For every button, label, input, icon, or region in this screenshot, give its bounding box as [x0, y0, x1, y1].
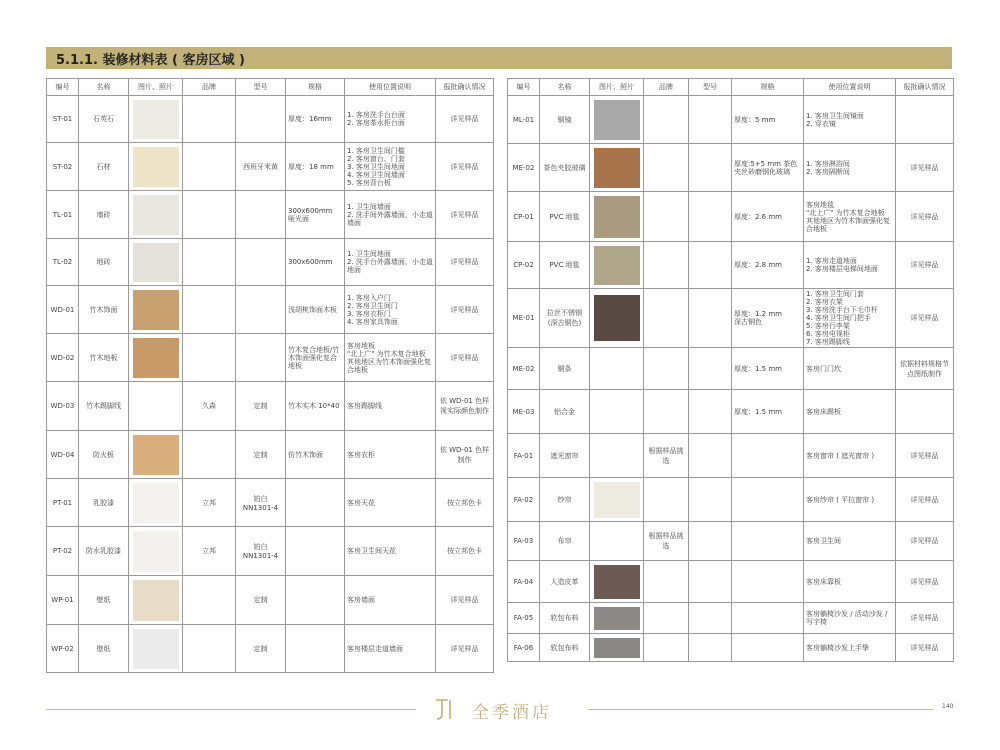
- cell-model: 定制: [236, 576, 286, 625]
- cell-code: FA-06: [508, 634, 540, 662]
- cell-brand: [183, 576, 236, 625]
- material-image: [590, 603, 644, 634]
- materials-table-left: [46, 78, 494, 673]
- material-image: [590, 434, 644, 478]
- cell-usage: 客房窗帘 ( 遮光窗帘 ): [804, 434, 896, 478]
- header-model: 型号: [236, 79, 286, 96]
- material-image: [590, 289, 644, 348]
- material-swatch: [133, 531, 179, 572]
- cell-model: [689, 192, 732, 242]
- table-row: [508, 561, 954, 603]
- header-code: 编号: [47, 79, 79, 96]
- cell-spec: 厚度：1.5 mm: [732, 390, 804, 434]
- material-image: [129, 576, 183, 625]
- cell-model: [689, 603, 732, 634]
- cell-model: [689, 634, 732, 662]
- cell-name: 软包布料: [540, 603, 590, 634]
- cell-code: PT-01: [47, 479, 79, 527]
- cell-usage: 客房楼层走道墙面: [345, 625, 436, 673]
- cell-status: [896, 390, 954, 434]
- cell-usage: 1. 客房走道地面 2. 客房楼层电梯间地面: [804, 242, 896, 289]
- material-image: [129, 479, 183, 527]
- brand-logo: [430, 695, 578, 723]
- header-name: 名称: [540, 79, 590, 96]
- table-row: [47, 96, 494, 143]
- material-swatch: [594, 246, 640, 285]
- cell-status: 详见样品: [896, 634, 954, 662]
- cell-model: [689, 390, 732, 434]
- cell-code: WD-02: [47, 334, 79, 382]
- cell-name: 布帘: [540, 522, 590, 561]
- material-swatch: [133, 147, 179, 187]
- cell-usage: 客房纱帘 ( 平拉窗帘 ): [804, 478, 896, 522]
- header-usage: 使用位置说明: [804, 79, 896, 96]
- table-row: [47, 382, 494, 431]
- table-row: [47, 286, 494, 334]
- cell-status: 详见样品: [436, 334, 494, 382]
- material-swatch: [594, 148, 640, 188]
- cell-brand: [183, 239, 236, 286]
- cell-name: 铝合金: [540, 390, 590, 434]
- cell-code: WP-01: [47, 576, 79, 625]
- material-swatch: [133, 435, 179, 475]
- table-row: [47, 191, 494, 239]
- cell-brand: [644, 96, 689, 144]
- footer-divider-right: [588, 709, 933, 710]
- material-image: [590, 242, 644, 289]
- header-spec: 规格: [732, 79, 804, 96]
- cell-code: FA-04: [508, 561, 540, 603]
- cell-usage: 1. 卫生间地面 2. 洗手台外露墙面，小走道地面: [345, 239, 436, 286]
- material-image: [129, 239, 183, 286]
- cell-code: WD-01: [47, 286, 79, 334]
- cell-usage: 客房卫生间: [804, 522, 896, 561]
- cell-model: [689, 96, 732, 144]
- cell-spec: 厚度：1.2 mm 深古铜色: [732, 289, 804, 348]
- cell-name: 石英石: [79, 96, 129, 143]
- cell-code: ME-01: [508, 289, 540, 348]
- cell-brand: [644, 192, 689, 242]
- cell-code: ME-02: [508, 348, 540, 390]
- cell-status: 详见样品: [896, 289, 954, 348]
- material-image: [129, 527, 183, 576]
- cell-status: 详见样品: [436, 143, 494, 191]
- header-image: 图片、照片: [129, 79, 183, 96]
- cell-code: CP-02: [508, 242, 540, 289]
- cell-brand: 根据样品挑选: [644, 522, 689, 561]
- cell-spec: [286, 479, 345, 527]
- material-swatch: [594, 482, 640, 518]
- cell-status: 详见样品: [436, 286, 494, 334]
- cell-usage: 客房踢脚线: [345, 382, 436, 431]
- table-row: [47, 479, 494, 527]
- cell-code: FA-03: [508, 522, 540, 561]
- header-name: 名称: [79, 79, 129, 96]
- cell-name: 拉丝不锈钢 (深古铜色): [540, 289, 590, 348]
- cell-spec: 300x600mm: [286, 239, 345, 286]
- cell-brand: [183, 625, 236, 673]
- material-image: [129, 334, 183, 382]
- cell-usage: 1. 客房卫生间门槛 2. 客房窗台、门套 3. 客房卫生间地面 4. 客房卫生间墙面 5. 客房背台板: [345, 143, 436, 191]
- header-row: [47, 79, 494, 96]
- cell-model: 铂白 NN1301-4: [236, 527, 286, 576]
- cell-spec: 厚度：5 mm: [732, 96, 804, 144]
- footer-divider-left: [46, 709, 416, 710]
- cell-status: 详见样品: [896, 478, 954, 522]
- header-status: 报批确认情况: [436, 79, 494, 96]
- cell-brand: [183, 286, 236, 334]
- cell-spec: [286, 576, 345, 625]
- brand-name: 全季酒店: [472, 703, 552, 723]
- cell-status: 详见样品: [436, 625, 494, 673]
- material-image: [129, 286, 183, 334]
- material-image: [590, 522, 644, 561]
- material-image: [129, 191, 183, 239]
- cell-brand: [644, 289, 689, 348]
- table-row: [47, 576, 494, 625]
- cell-code: TL-02: [47, 239, 79, 286]
- cell-status: 详见样品: [896, 522, 954, 561]
- material-image: [590, 390, 644, 434]
- cell-usage: 客房躺椅沙发上手挚: [804, 634, 896, 662]
- cell-model: [689, 478, 732, 522]
- cell-spec: [732, 561, 804, 603]
- cell-spec: 竹木复合地板/竹木饰面强化复合地板: [286, 334, 345, 382]
- cell-name: 茶色夹胶玻璃: [540, 144, 590, 192]
- cell-code: ML-01: [508, 96, 540, 144]
- table-row: [508, 390, 954, 434]
- material-image: [129, 431, 183, 479]
- header-code: 编号: [508, 79, 540, 96]
- cell-name: 乳胶漆: [79, 479, 129, 527]
- material-swatch: [594, 100, 640, 140]
- table-row: [47, 625, 494, 673]
- logo-mark-icon: [430, 695, 458, 723]
- cell-model: [689, 144, 732, 192]
- cell-code: CP-01: [508, 192, 540, 242]
- cell-code: ST-01: [47, 96, 79, 143]
- header-brand: 品牌: [183, 79, 236, 96]
- table-row: [47, 239, 494, 286]
- table-row: [47, 334, 494, 382]
- header-row: [508, 79, 954, 96]
- cell-spec: 竹木实木 10*40: [286, 382, 345, 431]
- cell-status: 详见样品: [896, 561, 954, 603]
- table-row: [508, 289, 954, 348]
- material-swatch: [594, 196, 640, 238]
- cell-name: 石材: [79, 143, 129, 191]
- cell-spec: 仿竹木饰面: [286, 431, 345, 479]
- material-swatch: [594, 607, 640, 630]
- header-status: 报批确认情况: [896, 79, 954, 96]
- table-row: [508, 96, 954, 144]
- cell-model: [689, 242, 732, 289]
- cell-code: ME-03: [508, 390, 540, 434]
- cell-usage: 1. 客房卫生间镜面 2. 穿衣镜: [804, 96, 896, 144]
- cell-model: 定制: [236, 431, 286, 479]
- cell-name: 人造皮革: [540, 561, 590, 603]
- cell-status: 详见样品: [436, 576, 494, 625]
- material-swatch: [133, 629, 179, 669]
- cell-name: 铜条: [540, 348, 590, 390]
- cell-spec: 厚度：16mm: [286, 96, 345, 143]
- cell-code: WD-04: [47, 431, 79, 479]
- section-title: 5.1.1. 装修材料表 ( 客房区域 ): [56, 53, 245, 68]
- cell-usage: 1. 卫生间墙面 2. 洗手间外露墙面，小走道墙面: [345, 191, 436, 239]
- material-swatch: [133, 338, 179, 378]
- cell-status: 详见样品: [436, 96, 494, 143]
- table-row: [47, 527, 494, 576]
- page-number: 140: [942, 703, 954, 710]
- cell-brand: [644, 242, 689, 289]
- material-swatch: [133, 100, 179, 139]
- cell-usage: 1. 客房洗手台台面 2. 客房茶水柜台面: [345, 96, 436, 143]
- material-swatch: [133, 580, 179, 621]
- cell-code: ST-02: [47, 143, 79, 191]
- cell-usage: 客房躺椅沙发 / 活动沙发 / 写字椅: [804, 603, 896, 634]
- cell-usage: 客房墙面: [345, 576, 436, 625]
- table-row: [508, 522, 954, 561]
- cell-name: 软包布料: [540, 634, 590, 662]
- cell-status: 详见样品: [896, 603, 954, 634]
- cell-brand: [183, 431, 236, 479]
- cell-name: 地砖: [79, 239, 129, 286]
- cell-code: PT-02: [47, 527, 79, 576]
- cell-spec: 厚度：2.8 mm: [732, 242, 804, 289]
- material-image: [590, 348, 644, 390]
- cell-status: 按立邦色卡: [436, 479, 494, 527]
- cell-usage: 客房卫生间天花: [345, 527, 436, 576]
- cell-code: TL-01: [47, 191, 79, 239]
- material-image: [129, 143, 183, 191]
- cell-spec: 厚度：18 mm: [286, 143, 345, 191]
- cell-code: FA-02: [508, 478, 540, 522]
- cell-name: 竹木地板: [79, 334, 129, 382]
- cell-brand: [644, 348, 689, 390]
- section-title-bar: [46, 47, 952, 69]
- cell-spec: [732, 634, 804, 662]
- cell-spec: [732, 478, 804, 522]
- cell-name: 防火板: [79, 431, 129, 479]
- header-model: 型号: [689, 79, 732, 96]
- cell-status: 详见样品: [896, 192, 954, 242]
- cell-spec: 厚度:5+5 mm 茶色夹丝砂磨钢化玻璃: [732, 144, 804, 192]
- cell-status: [896, 96, 954, 144]
- cell-spec: [286, 625, 345, 673]
- cell-model: [236, 334, 286, 382]
- table-row: [508, 634, 954, 662]
- table-row: [508, 603, 954, 634]
- cell-brand: 立邦: [183, 527, 236, 576]
- cell-spec: 浅胡桃饰面木板: [286, 286, 345, 334]
- cell-model: [689, 522, 732, 561]
- cell-name: 遮光窗帘: [540, 434, 590, 478]
- cell-brand: [183, 96, 236, 143]
- cell-brand: [183, 334, 236, 382]
- table-row: [508, 242, 954, 289]
- cell-name: 壁纸: [79, 625, 129, 673]
- cell-spec: [732, 522, 804, 561]
- material-image: [129, 382, 183, 431]
- header-usage: 使用位置说明: [345, 79, 436, 96]
- material-swatch: [133, 195, 179, 235]
- cell-name: 竹木饰面: [79, 286, 129, 334]
- cell-model: 西班牙米黄: [236, 143, 286, 191]
- cell-spec: 厚度：2.6 mm: [732, 192, 804, 242]
- cell-spec: [732, 434, 804, 478]
- cell-code: FA-05: [508, 603, 540, 634]
- cell-code: ME-02: [508, 144, 540, 192]
- cell-code: FA-01: [508, 434, 540, 478]
- cell-model: [689, 289, 732, 348]
- header-image: 图片、照片: [590, 79, 644, 96]
- material-swatch: [594, 638, 640, 658]
- cell-brand: [644, 603, 689, 634]
- cell-name: PVC 地毯: [540, 242, 590, 289]
- table-row: [47, 143, 494, 191]
- cell-spec: 300x600mm 哑光面: [286, 191, 345, 239]
- material-image: [129, 96, 183, 143]
- cell-name: 竹木踢脚线: [79, 382, 129, 431]
- cell-status: 详见样品: [436, 239, 494, 286]
- cell-usage: 客房门门坎: [804, 348, 896, 390]
- header-spec: 规格: [286, 79, 345, 96]
- cell-status: 依 WD-01 色样制作: [436, 431, 494, 479]
- cell-name: PVC 地毯: [540, 192, 590, 242]
- cell-model: [236, 286, 286, 334]
- cell-status: 依据材料规格节点图纸制作: [896, 348, 954, 390]
- cell-usage: 客房地板 "北上广" 为竹木复合地板 其他地区为竹木饰面强化复合地板: [345, 334, 436, 382]
- header-brand: 品牌: [644, 79, 689, 96]
- cell-model: [689, 348, 732, 390]
- material-image: [590, 478, 644, 522]
- cell-status: 详见样品: [436, 191, 494, 239]
- cell-brand: 根据样品挑选: [644, 434, 689, 478]
- material-image: [590, 561, 644, 603]
- cell-model: 定制: [236, 382, 286, 431]
- cell-brand: [644, 561, 689, 603]
- material-image: [590, 634, 644, 662]
- cell-brand: [183, 191, 236, 239]
- cell-status: 详见样品: [896, 144, 954, 192]
- cell-model: [236, 96, 286, 143]
- table-row: [508, 434, 954, 478]
- cell-brand: [644, 478, 689, 522]
- cell-usage: 1. 客房入户门 2. 客房卫生间门 3. 客房衣柜门 4. 客房家具饰面: [345, 286, 436, 334]
- cell-usage: 客房床靠板: [804, 561, 896, 603]
- cell-usage: 1. 客房卫生间门套 2. 客房衣架 3. 客房洗手台下毛巾杆 4. 客房卫生间门把手 5. 客房行李架 6. 客房电视柜 7. 客房踢脚线: [804, 289, 896, 348]
- cell-model: [236, 239, 286, 286]
- cell-name: 铜镜: [540, 96, 590, 144]
- material-image: [590, 144, 644, 192]
- cell-usage: 1. 客房淋浴间 2. 客房隔断间: [804, 144, 896, 192]
- table-row: [508, 348, 954, 390]
- materials-table-right: [507, 78, 954, 662]
- cell-name: 墙砖: [79, 191, 129, 239]
- material-swatch: [133, 290, 179, 330]
- cell-spec: [732, 603, 804, 634]
- cell-usage: 客房地毯 "北上广" 为竹木复合地板 其他地区为竹木饰面强化复合地板: [804, 192, 896, 242]
- cell-model: 铂白 NN1301-4: [236, 479, 286, 527]
- cell-status: 详见样品: [896, 242, 954, 289]
- cell-brand: 立邦: [183, 479, 236, 527]
- cell-code: WD-03: [47, 382, 79, 431]
- cell-spec: 厚度：1.5 mm: [732, 348, 804, 390]
- cell-brand: 久森: [183, 382, 236, 431]
- cell-spec: [286, 527, 345, 576]
- cell-name: 壁纸: [79, 576, 129, 625]
- cell-status: 详见样品: [896, 434, 954, 478]
- table-row: [47, 431, 494, 479]
- material-swatch: [133, 483, 179, 523]
- cell-brand: [644, 390, 689, 434]
- material-image: [590, 192, 644, 242]
- cell-model: [236, 191, 286, 239]
- cell-brand: [183, 143, 236, 191]
- table-row: [508, 192, 954, 242]
- cell-model: 定制: [236, 625, 286, 673]
- material-image: [590, 96, 644, 144]
- cell-brand: [644, 144, 689, 192]
- material-swatch: [594, 565, 640, 599]
- cell-usage: 客房衣柜: [345, 431, 436, 479]
- cell-usage: 客房床踢板: [804, 390, 896, 434]
- cell-status: 依 WD-01 色样视实际颜色制作: [436, 382, 494, 431]
- material-swatch: [594, 295, 640, 341]
- cell-name: 纱帘: [540, 478, 590, 522]
- cell-code: WP-02: [47, 625, 79, 673]
- cell-model: [689, 434, 732, 478]
- material-image: [129, 625, 183, 673]
- cell-usage: 客房天花: [345, 479, 436, 527]
- cell-status: 按立邦色卡: [436, 527, 494, 576]
- table-row: [508, 478, 954, 522]
- cell-name: 防水乳胶漆: [79, 527, 129, 576]
- table-row: [508, 144, 954, 192]
- material-swatch: [133, 243, 179, 282]
- cell-model: [689, 561, 732, 603]
- cell-brand: [644, 634, 689, 662]
